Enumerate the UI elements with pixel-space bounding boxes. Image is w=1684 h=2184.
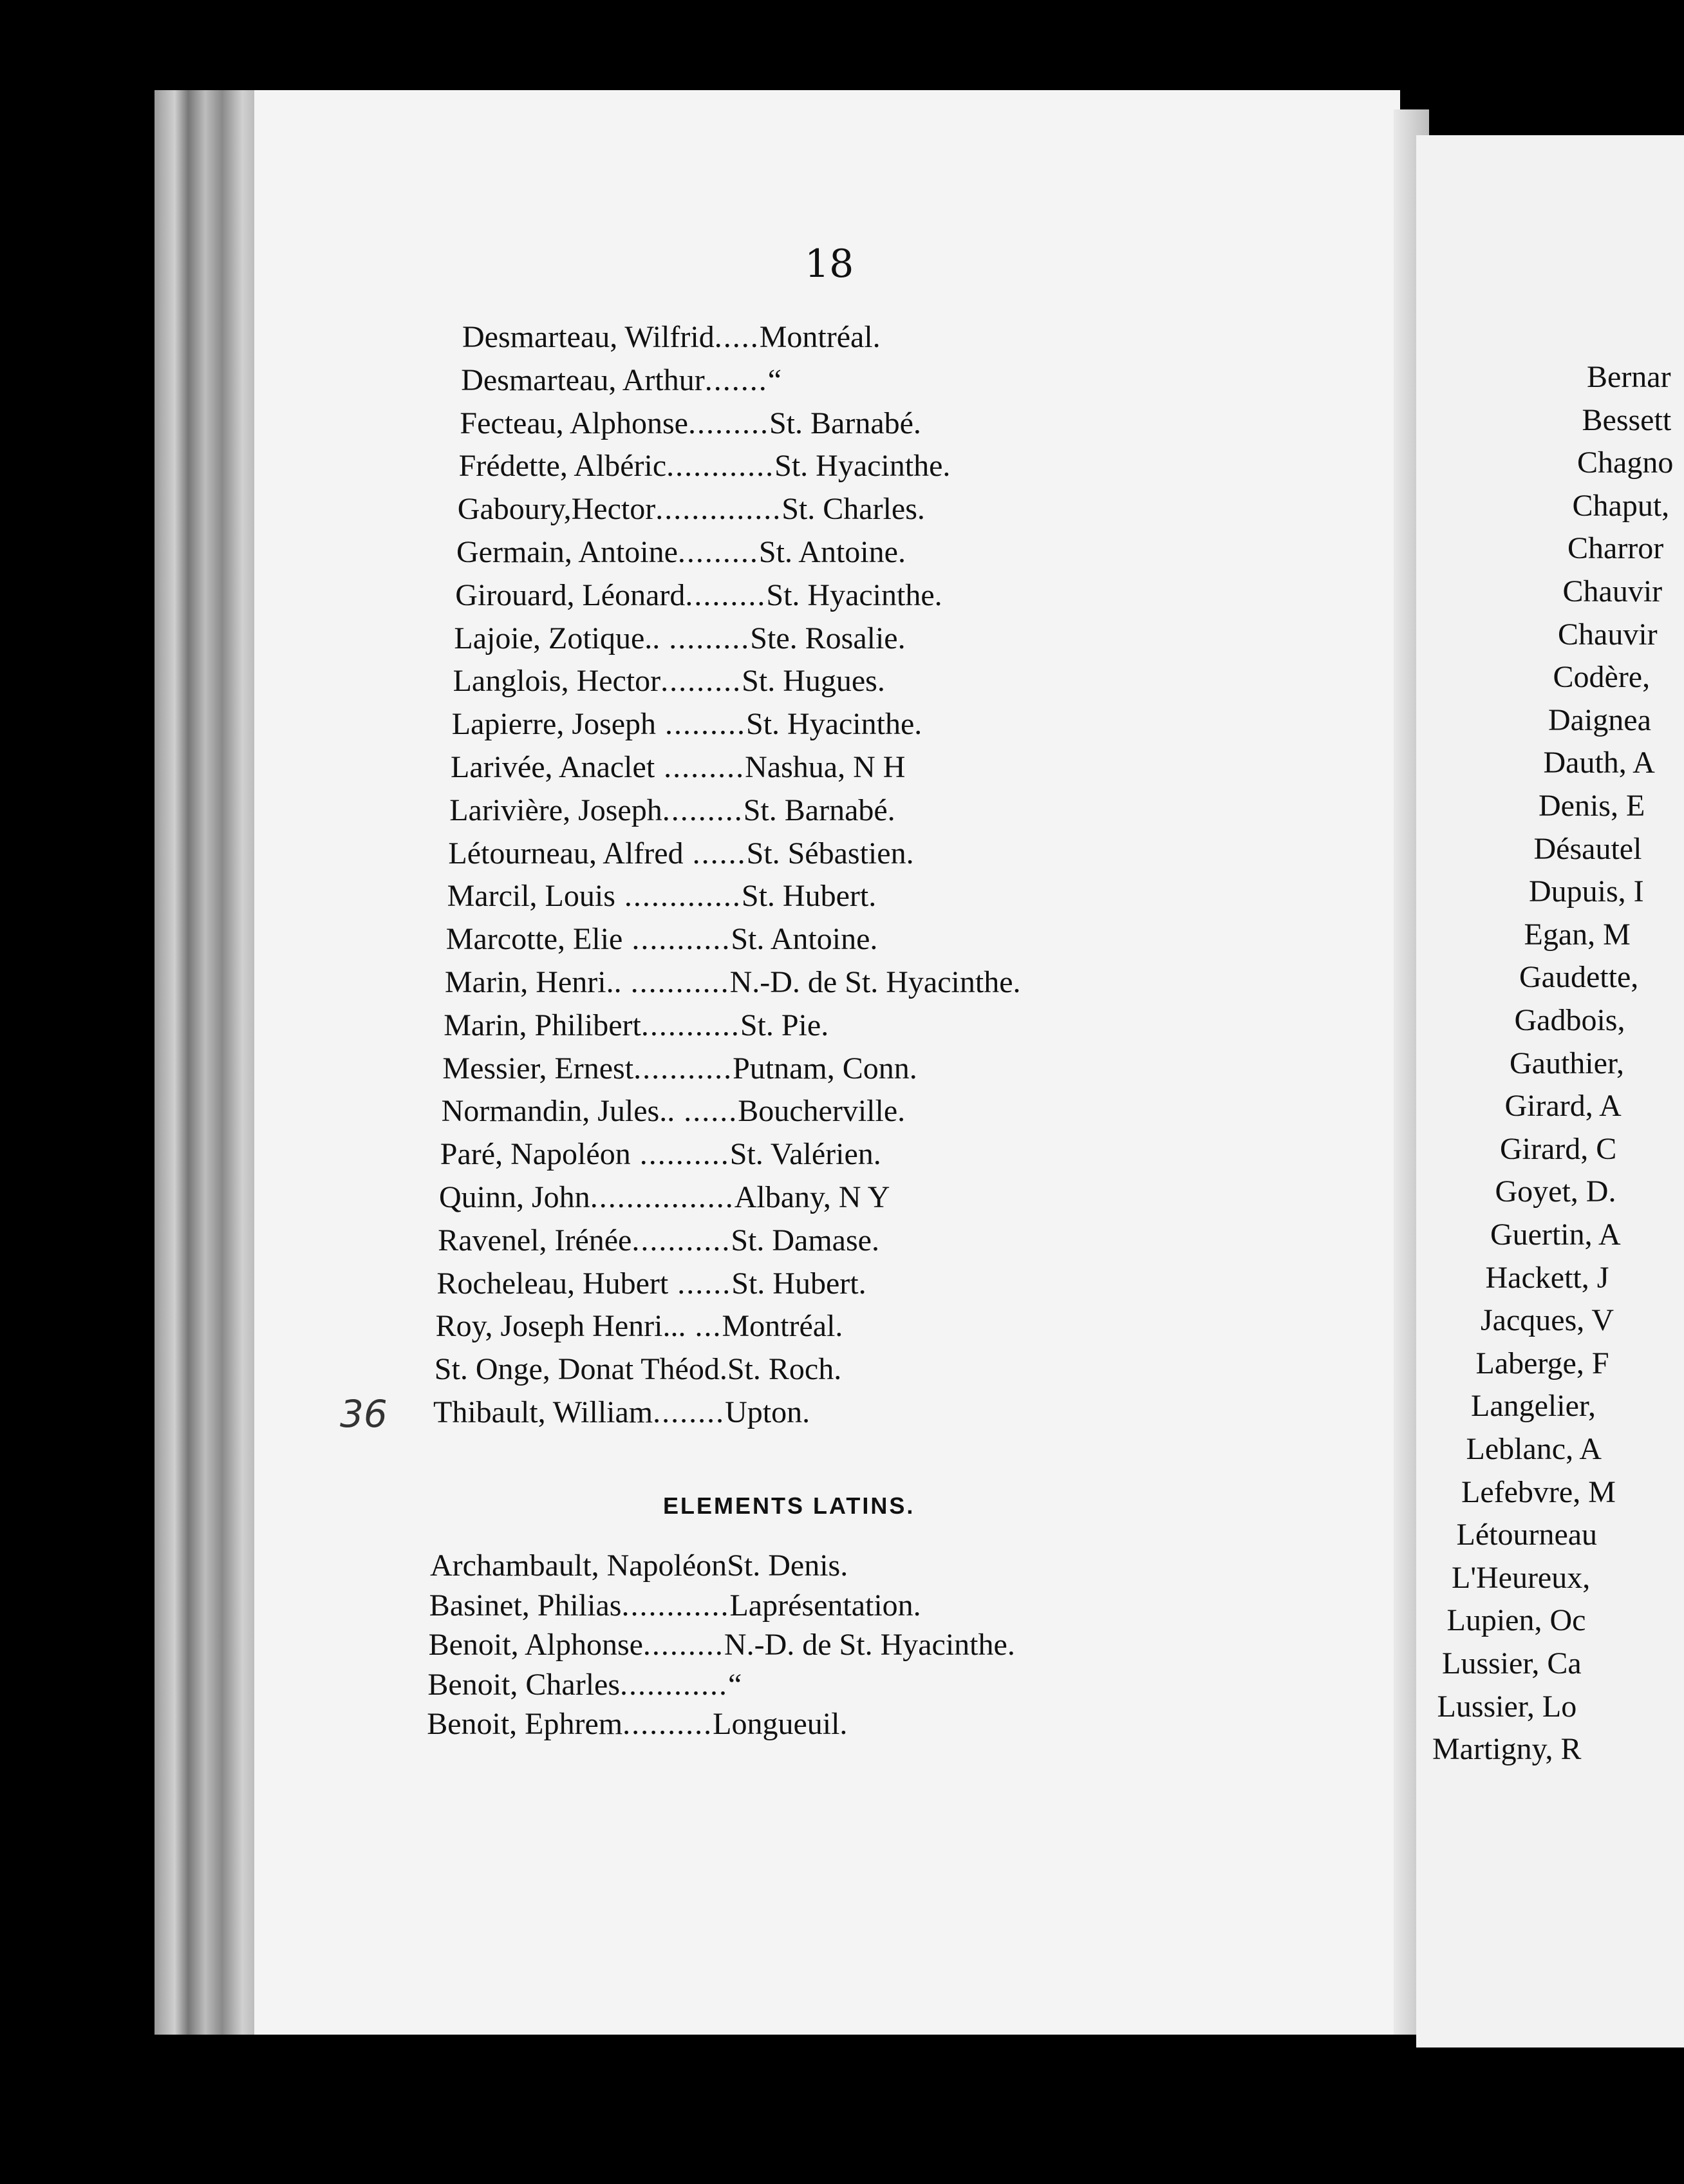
entry-name: Girouard, Léonard — [455, 578, 686, 612]
list-item — [447, 881, 877, 912]
entry-name: Rocheleau, Hubert — [436, 1266, 669, 1301]
entry-name: Marcil, Louis — [447, 879, 615, 914]
right-page-entry: Daignea — [1548, 702, 1651, 737]
entry-place: St. Valérien. — [729, 1137, 881, 1172]
entry-place: St. Denis. — [727, 1549, 848, 1583]
list-item — [462, 322, 881, 353]
entry-name: Benoit, Alphonse — [428, 1628, 643, 1662]
entry-place: Nashua, N H — [745, 750, 906, 784]
list-item — [458, 494, 925, 525]
right-page-entry: Lussier, Lo — [1437, 1689, 1577, 1724]
entry-place: Albany, N Y — [734, 1180, 890, 1214]
entry-place: Longueuil. — [713, 1707, 848, 1741]
entry-leader-dots: ......... — [662, 793, 744, 827]
right-page-entry: Leblanc, A — [1466, 1432, 1602, 1466]
entry-leader-dots: ...... — [668, 1266, 732, 1301]
entry-name: Ravenel, Irénée — [438, 1223, 632, 1257]
right-page-entry: Langelier, — [1471, 1389, 1596, 1424]
entry-leader-dots: ............ — [621, 1588, 730, 1623]
list-item — [444, 1010, 828, 1041]
right-page-entry: L'Heureux, — [1452, 1560, 1591, 1595]
list-item — [430, 1550, 848, 1581]
entry-name: Frédette, Albéric — [458, 449, 667, 484]
right-page-entry: Dupuis, I — [1529, 874, 1644, 909]
entry-name: St. Onge, Donat Théod. — [434, 1352, 727, 1387]
entry-place: Laprésentation. — [729, 1588, 921, 1623]
right-page-entry: Bessett — [1582, 402, 1672, 437]
margin-note: 36 — [340, 1392, 388, 1436]
entry-place: St. Hyacinthe. — [746, 707, 922, 742]
right-page-entry: Chauvir — [1558, 617, 1658, 652]
entry-name: Desmarteau, Wilfrid — [462, 320, 715, 354]
entry-leader-dots: ......... — [660, 664, 742, 699]
entry-leader-dots: ........... — [632, 1223, 731, 1257]
right-page-entry: Gaudette, — [1519, 960, 1639, 995]
entry-leader-dots: ........... — [621, 965, 730, 999]
entry-place: St. Barnabé. — [769, 406, 921, 440]
entry-name: Roy, Joseph Henri... — [435, 1309, 686, 1344]
entry-place: St. Hugues. — [742, 664, 885, 699]
entry-name: Larivière, Joseph — [449, 793, 662, 827]
right-page-entry: Chagno — [1577, 446, 1674, 480]
entry-name: Quinn, John — [439, 1180, 590, 1214]
entry-leader-dots: ...... — [675, 1094, 738, 1129]
book-spine — [154, 90, 267, 2035]
right-page-entry: Lupien, Oc — [1446, 1603, 1586, 1638]
entry-leader-dots: .............. — [655, 492, 782, 527]
entry-place: St. Barnabé. — [743, 793, 895, 827]
list-item — [449, 795, 895, 826]
list-item — [451, 752, 905, 783]
right-page-entry: Codère, — [1553, 660, 1651, 695]
right-page-entry: Charror — [1567, 531, 1664, 566]
entry-leader-dots: ......... — [660, 621, 751, 655]
entry-place: “ — [728, 1667, 742, 1702]
right-page-entry: Hackett, J — [1485, 1260, 1609, 1295]
entry-leader-dots: ..... — [714, 320, 760, 354]
list-item — [436, 1311, 843, 1342]
list-item — [453, 666, 885, 697]
right-page-entry: Goyet, D. — [1495, 1174, 1616, 1209]
entry-place: St. Pie. — [740, 1008, 829, 1042]
entry-leader-dots: .......... — [630, 1137, 730, 1172]
right-page-entry: Lussier, Ca — [1442, 1646, 1582, 1680]
entry-place: “ — [767, 362, 782, 397]
list-item — [440, 1139, 881, 1170]
entry-leader-dots: ............ — [666, 449, 775, 484]
entry-name: Paré, Napoléon — [440, 1137, 631, 1172]
entry-name: Basinet, Philias — [429, 1588, 622, 1623]
entry-leader-dots: ............ — [620, 1667, 729, 1702]
right-page-entry: Girard, A — [1504, 1089, 1622, 1124]
entry-leader-dots: ............. — [615, 879, 742, 914]
right-page-entry: Létourneau — [1456, 1518, 1598, 1552]
right-page-entry: Lefebvre, M — [1461, 1474, 1616, 1509]
entry-leader-dots: ......... — [656, 707, 746, 742]
entry-leader-dots: ......... — [677, 535, 759, 569]
list-item — [455, 580, 942, 611]
entry-place: Ste. Rosalie. — [750, 621, 906, 655]
entry-place: St. Damase. — [731, 1223, 879, 1257]
entry-place: N.-D. de St. Hyacinthe. — [724, 1628, 1015, 1662]
entry-name: Benoit, Charles — [427, 1667, 621, 1702]
right-page-entry: Gadbois, — [1514, 1003, 1625, 1037]
list-item — [427, 1667, 742, 1702]
right-page-entry: Laberge, F — [1475, 1346, 1609, 1380]
entry-name: Marcotte, Elie — [445, 922, 623, 957]
right-page-entry: Gauthier, — [1510, 1046, 1625, 1080]
list-item — [459, 451, 951, 482]
entry-name: Germain, Antoine — [456, 535, 678, 569]
list-item — [436, 1268, 866, 1299]
entry-name: Larivée, Anaclet — [451, 750, 655, 784]
entry-place: St. Antoine. — [758, 535, 906, 569]
list-item — [433, 1397, 810, 1428]
list-item — [438, 1225, 879, 1256]
list-item — [448, 838, 913, 869]
entry-name: Archambault, Napoléon — [430, 1549, 727, 1583]
entry-name: Normandin, Jules.. — [441, 1094, 675, 1129]
list-item — [439, 1182, 890, 1213]
right-page-entry: Chauvir — [1562, 574, 1663, 608]
entry-leader-dots: ........... — [622, 922, 731, 957]
entry-place: St. Hubert. — [731, 1266, 866, 1301]
list-item — [429, 1630, 1015, 1661]
entry-name: Lapierre, Joseph — [451, 707, 656, 742]
entry-leader-dots: ........ — [653, 1395, 725, 1429]
list-item — [452, 709, 922, 740]
right-page-entry: Chaput, — [1572, 488, 1670, 523]
entry-name: Lajoie, Zotique.. — [454, 621, 660, 655]
right-page-entry: Denis, E — [1539, 789, 1645, 823]
entry-place: Montréal. — [722, 1309, 843, 1344]
entry-name: Desmarteau, Arthur — [461, 362, 705, 397]
entry-leader-dots: ......... — [655, 750, 745, 784]
entry-leader-dots: ................ — [590, 1180, 734, 1214]
entry-leader-dots: ......... — [642, 1628, 724, 1662]
entry-name: Marin, Philibert — [444, 1008, 641, 1042]
entry-place: St. Charles. — [781, 492, 925, 527]
list-item — [435, 1354, 841, 1385]
entry-leader-dots: ....... — [704, 362, 768, 397]
list-item — [446, 924, 878, 955]
entry-place: Upton. — [725, 1395, 810, 1429]
entry-name: Marin, Henri.. — [445, 965, 622, 999]
entry-place: St. Hyacinthe. — [766, 578, 942, 612]
entry-place: N.-D. de St. Hyacinthe. — [729, 965, 1021, 999]
entry-leader-dots: ......... — [685, 578, 767, 612]
right-page-entry: Martigny, R — [1432, 1732, 1582, 1767]
list-item — [442, 1096, 906, 1127]
list-item — [445, 967, 1021, 998]
right-page-entry: Bernar — [1587, 360, 1671, 394]
entry-leader-dots: ........... — [641, 1008, 740, 1042]
entry-leader-dots: ......... — [688, 406, 769, 440]
entry-place: St. Roch. — [727, 1352, 842, 1387]
right-page-entry: Egan, M — [1524, 917, 1631, 952]
entry-leader-dots: ... — [686, 1309, 722, 1344]
entry-place: Montréal. — [759, 320, 881, 354]
right-page-entry: Dauth, A — [1543, 746, 1655, 780]
entry-leader-dots: .......... — [622, 1707, 713, 1741]
right-page-entry: Désautel — [1533, 831, 1642, 866]
entry-name: Fecteau, Alphonse — [460, 406, 688, 440]
entry-place: Putnam, Conn. — [733, 1051, 917, 1086]
entry-name: Messier, Ernest — [442, 1051, 634, 1086]
list-item — [442, 1053, 917, 1084]
list-item — [456, 537, 906, 568]
list-item — [454, 623, 905, 654]
right-page-entry: Jacques, V — [1481, 1303, 1614, 1338]
right-page-entry: Guertin, A — [1490, 1218, 1621, 1252]
entry-name: Thibault, William — [433, 1395, 653, 1429]
list-item — [427, 1709, 847, 1740]
section-heading: ELEMENTS LATINS. — [663, 1492, 915, 1519]
entry-leader-dots: ...... — [683, 836, 747, 871]
entry-place: St. Hyacinthe. — [774, 449, 951, 484]
entry-place: Boucherville. — [738, 1094, 906, 1129]
entry-name: Langlois, Hector — [453, 664, 661, 699]
entry-place: St. Hubert. — [741, 879, 877, 914]
entry-name: Létourneau, Alfred — [448, 836, 684, 871]
page-number: 18 — [805, 241, 854, 287]
list-item — [460, 408, 921, 439]
right-page-entry: Girard, C — [1500, 1131, 1617, 1166]
entry-name: Benoit, Ephrem — [427, 1707, 623, 1741]
entry-place: St. Antoine. — [731, 922, 878, 957]
entry-place: St. Sébastien. — [746, 836, 914, 871]
entry-leader-dots: ........... — [633, 1051, 733, 1086]
entry-name: Gaboury,Hector — [457, 492, 656, 527]
list-item — [461, 362, 782, 397]
list-item — [429, 1590, 921, 1621]
